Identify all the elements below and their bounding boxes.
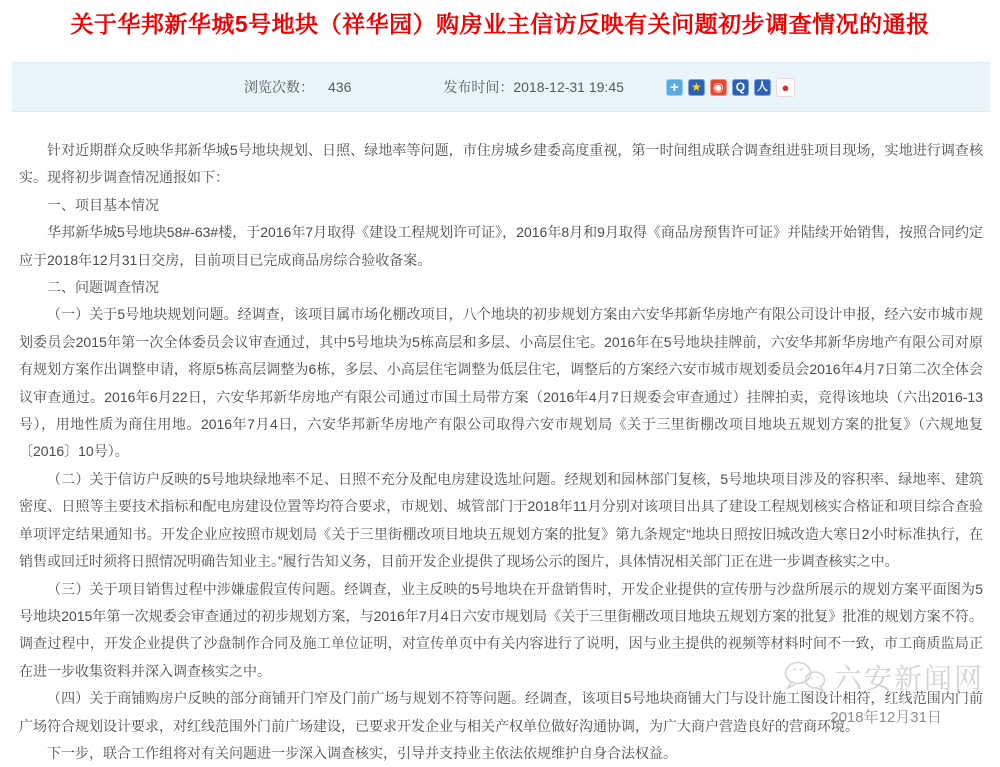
views-label: 浏览次数： [244,79,314,95]
meta-bar [12,62,990,112]
renren-icon[interactable]: 人 [754,79,771,96]
paragraph-project-info: 华邦新华城5号地块58#-63#楼，于2016年7月取得《建设工程规划许可证》，2016年8月和9月取得《商品房预售许可证》并陆续开始销售，按照合同约定应于2018年12月31日交房，目前项目已完成商品房综合验收备案。 [19,224,983,268]
footer [783,657,984,727]
section-heading-2: 二、问题调查情况 [47,279,159,296]
watermark [783,657,984,697]
publish-date: 2018年12月31日 [830,709,942,726]
weibo-icon[interactable]: ◉ [710,79,727,96]
paragraph-issue-4: （四）关于商铺购房户反映的部分商铺开门窄及门前广场与规划不符等问题。经调查，该项目5号地块商铺大门与设计施工图设计相符，红线范围内门前广场符合规划设计要求，对红线范围外门前广场建设，已要求开发企业与相关产权单位做好沟通协调，为广大商户营造良好的营商环境。 [19,690,983,734]
more-share-icon[interactable]: ● [776,78,795,97]
paragraph-next-steps: 下一步，联合工作组将对有关问题进一步深入调查核实，引导并支持业主依法依规维护自身合法权益。 [47,744,677,761]
tencent-weibo-icon[interactable]: Q [732,79,749,96]
publish-value: 2018-12-31 19:45 [513,79,624,95]
paragraph-issue-3: （三）关于项目销售过程中涉嫌虚假宣传问题。经调查，业主反映的5号地块在开盘销售时，开发企业提供的宣传册与沙盘所展示的规划方案平面图为5号地块2015年第一次规委会审查通过的初步规划方案，与2016年7月4日六安市规划局《关于三里街棚改项目地块五规划方案的批复》批准的规划方案不符。调查过程中，开发企业提供了沙盘制作合同及施工单位证明，对宣传单页中有关内容进行了说明，因与业主提供的视频等材料时间不一致，市工商质监局正在进一步收集资料并深入调查核实之中。 [19,580,983,679]
qzone-icon[interactable]: ★ [688,79,705,96]
paragraph-issue-2: （二）关于信访户反映的5号地块绿地率不足、日照不充分及配电房建设选址问题。经规划和园林部门复核，5号地块项目涉及的容积率、绿地率、建筑密度、日照等主要技术指标和配电房建设位置等均符合要求，市规划、城管部门于2018年11月分别对该项目出具了建设工程规划核实合格证和项目综合查验单项评定结果通知书。开发企业应按照市规划局《关于三里街棚改项目地块五规划方案的批复》第九条规定“地块日照按旧城改造大寒日2小时标准执行，在销售或回迁时须将日照情况明确告知业主。”履行告知义务，目前开发企业提供了现场公示的图片，具体情况相关部门正在进一步调查核实之中。 [19,470,983,570]
watermark-text: 六安新闻网 [833,663,984,694]
page-title: 关于华邦新华城5号地块（祥华园）购房业主信访反映有关问题初步调查情况的通报 [70,11,930,37]
wechat-icon [783,660,827,694]
paragraph-intro: 针对近期群众反映华邦新华城5号地块规划、日照、绿地率等问题，市住房城乡建委高度重视，第一时间组成联合调查组进驻项目现场，实地进行调查核实。现将初步调查情况通报如下： [19,142,983,186]
views-count: 436 [328,79,352,95]
publish-label: 发布时间： [443,79,514,95]
paragraph-issue-1: （一）关于5号地块规划问题。经调查，该项目属市场化棚改项目，八个地块的初步规划方案由六安华邦新华房地产有限公司设计申报，经六安市城市规划委员会2015年第一次全体委员会议审查通过，其中5号地块为5栋高层和多层、小高层住宅。2016年在5号地块挂牌前，六安华邦新华房地产有限公司对原有规划方案作出调整申请，将原5栋高层调整为6栋，多层、小高层住宅调整为低层住宅，调整后的方案经六安市城市规划委员会2016年4月7日第二次全体会议审查通过。2016年6月22日，六安华邦新华房地产有限公司通过市国土局带方案（2016年4月7日规委会审查通过）挂牌拍卖，竞得该地块（六出2016-13号），用地性质为商住用地。2016年7月4日，六安华邦新华房地产有限公司取得六安市规划局《关于三里街棚改项目地块五规划方案的批复》（六规地复〔2016〕10号）。 [19,306,983,460]
share-toolbar [666,78,795,97]
share-plus-icon[interactable]: + [666,79,683,96]
publish-time [443,77,624,97]
section-heading-1: 一、项目基本情况 [47,196,159,213]
views-counter [244,77,351,97]
